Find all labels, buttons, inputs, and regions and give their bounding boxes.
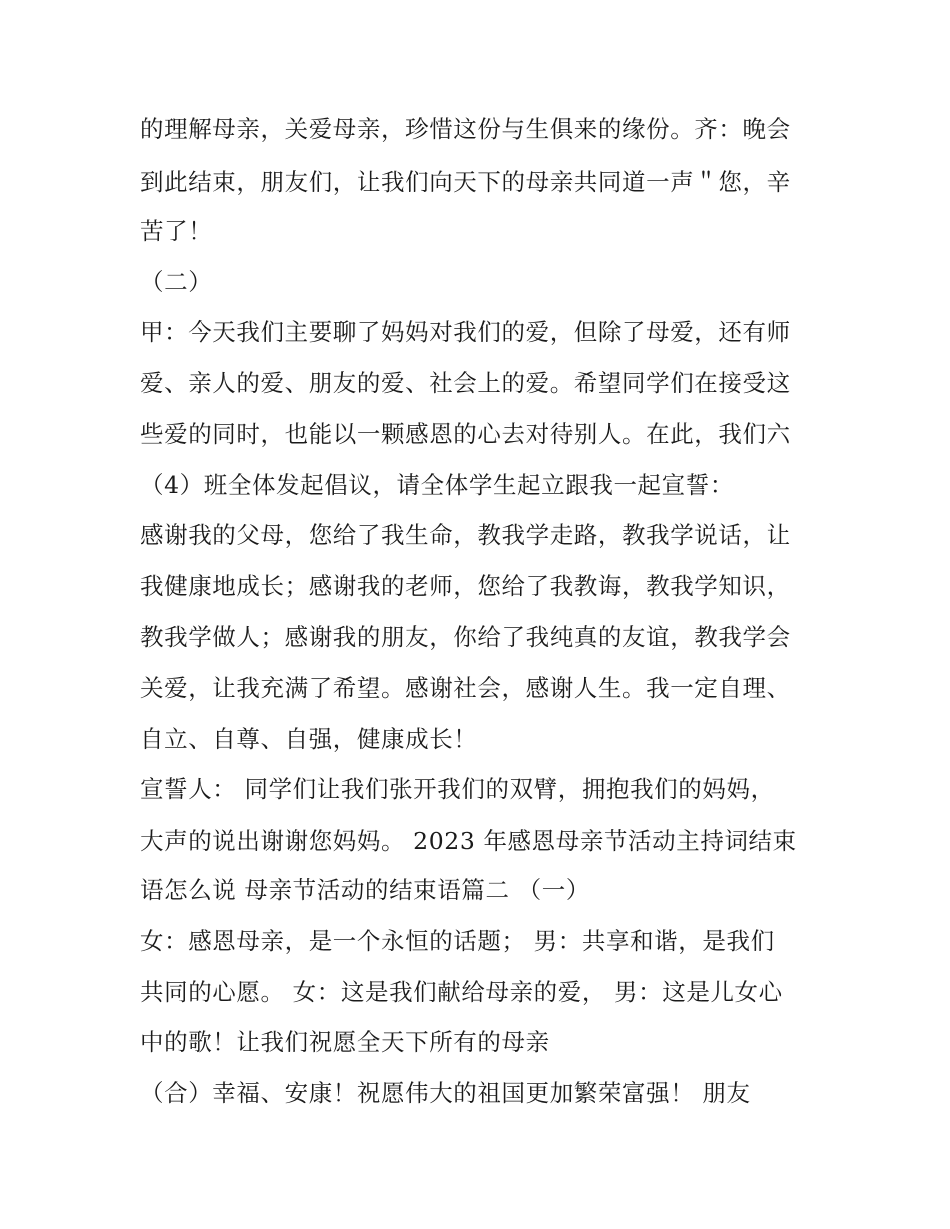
text-line-16: 语怎么说 母亲节活动的结束语篇二 （一） <box>140 876 590 904</box>
text-line-9: 感谢我的父母，您给了我生命，教我学走路，教我学说话，让 <box>140 521 791 549</box>
section-heading-two: （二） <box>140 268 213 296</box>
text-line-17: 女：感恩母亲，是一个永恒的话题； 男：共享和谐，是我们 <box>140 927 775 955</box>
text-line-18: 共同的心愿。 女：这是我们献给母亲的爱， 男：这是儿女心 <box>140 978 783 1006</box>
text-line-11: 教我学做人；感谢我的朋友，你给了我纯真的友谊，教我学会 <box>140 623 791 651</box>
text-line-7: 些爱的同时，也能以一颗感恩的心去对待别人。在此，我们六 <box>140 420 791 448</box>
text-line-3: 苦了！ <box>140 217 213 245</box>
text-line-12: 关爱，让我充满了希望。感谢社会，感谢人生。我一定自理、 <box>140 674 791 702</box>
text-line-10: 我健康地成长；感谢我的老师，您给了我教诲，教我学知识， <box>140 572 791 600</box>
text-line-6: 爱、亲人的爱、朋友的爱、社会上的爱。希望同学们在接受这 <box>140 369 791 397</box>
text-line-2: 到此结束，朋友们，让我们向天下的母亲共同道一声＂您，辛 <box>140 168 791 196</box>
text-line-20: （合）幸福、安康！祝愿伟大的祖国更加繁荣富强！ 朋友 <box>140 1079 751 1107</box>
text-line-8: （4）班全体发起倡议，请全体学生起立跟我一起宣誓： <box>140 471 734 499</box>
text-line-19: 中的歌！让我们祝愿全天下所有的母亲 <box>140 1028 550 1056</box>
text-line-1: 的理解母亲，关爱母亲，珍惜这份与生俱来的缘份。齐：晚会 <box>140 115 791 143</box>
text-line-13: 自立、自尊、自强，健康成长！ <box>140 725 478 753</box>
text-line-15: 大声的说出谢谢您妈妈。 2023 年感恩母亲节活动主持词结束 <box>140 827 797 855</box>
text-line-14: 宣誓人： 同学们让我们张开我们的双臂，拥抱我们的妈妈， <box>140 775 775 803</box>
text-line-5: 甲：今天我们主要聊了妈妈对我们的爱，但除了母爱，还有师 <box>140 318 791 346</box>
